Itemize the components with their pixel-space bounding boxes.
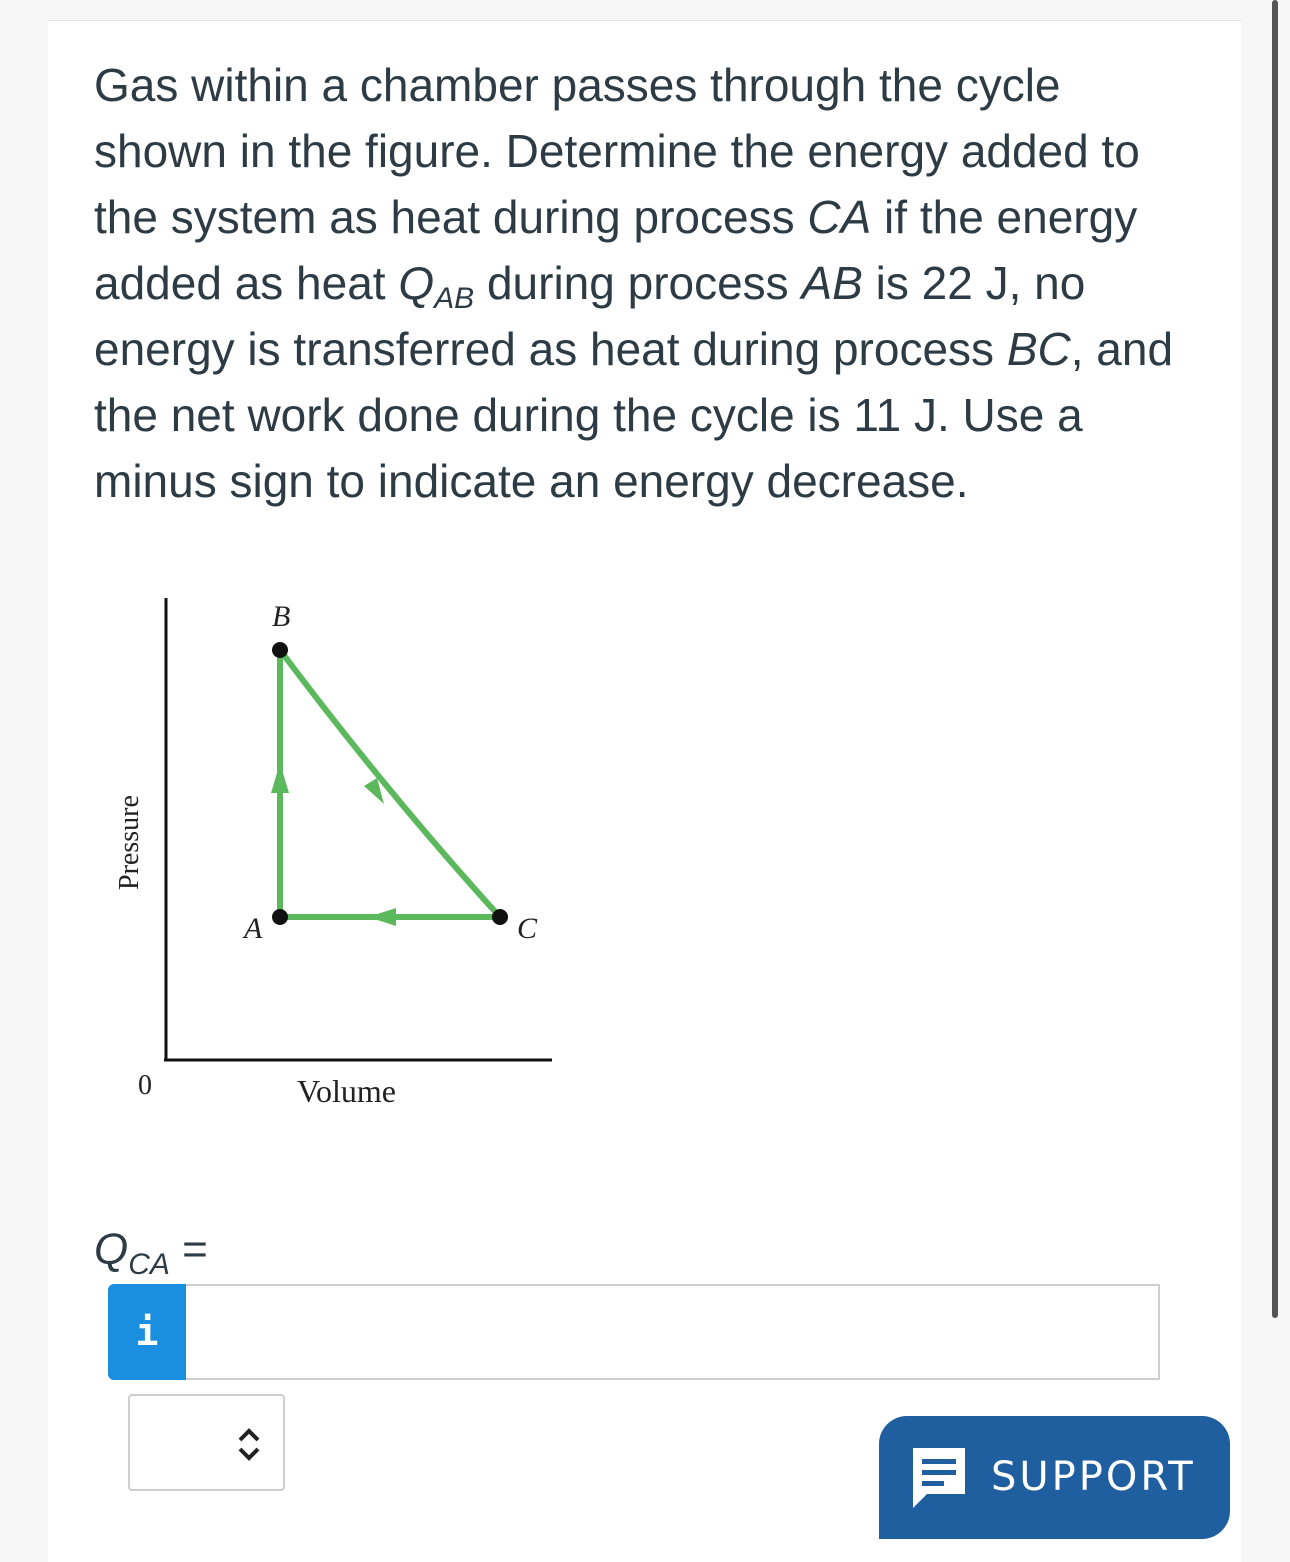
support-label: SUPPORT	[991, 1454, 1196, 1500]
units-select[interactable]	[128, 1394, 285, 1491]
point-a-dot	[272, 909, 288, 925]
chevron-updown-icon	[234, 1422, 264, 1466]
point-c-label: C	[517, 912, 538, 945]
point-b-dot	[272, 642, 288, 658]
point-b-label: B	[272, 600, 291, 633]
y-axis-label: Pressure	[114, 795, 145, 890]
origin-label: 0	[138, 1070, 152, 1101]
chat-icon	[909, 1444, 969, 1510]
question-text: Gas within a chamber passes through the cycle shown in the figure. Determine the energy added to the system as heat during process CA if the energy added as heat $Q_{AB}$ during process AB is 22 J, no energy is transferred as heat during process BC, and the net work done during the cycle is 11 J. Use a minus sign to indicate an energy decrease.	[94, 59, 1174, 507]
info-icon: i	[135, 1310, 159, 1354]
process-bc-curve	[280, 650, 500, 917]
arrow-ca	[368, 908, 396, 926]
scrollbar[interactable]	[1272, 0, 1278, 1318]
answer-input[interactable]	[186, 1284, 1160, 1380]
info-button[interactable]	[108, 1284, 186, 1380]
arrow-ab	[271, 763, 289, 793]
x-axis-label: Volume	[297, 1073, 396, 1109]
answer-label: $Q_{CA}$ =	[94, 1225, 208, 1281]
point-a-label: A	[244, 912, 263, 945]
pv-diagram	[100, 590, 570, 1120]
point-c-dot	[492, 909, 508, 925]
support-button[interactable]	[879, 1416, 1230, 1539]
